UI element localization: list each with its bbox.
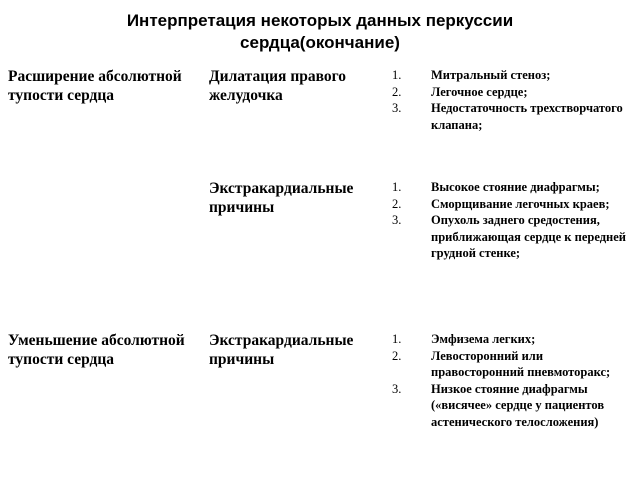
list-item: 3. Опухоль заднего средостения, приближающая сердце к передней грудной стенке; [392, 213, 626, 260]
list-item: 3. Низкое стояние диафрагмы («висячее» сердце у пациентов астенического телосложения) [392, 381, 605, 429]
row-2-cause-1-list [392, 331, 637, 430]
row-1-cause-1: Дилатация правого желудочка [209, 68, 347, 104]
row-2-condition: Уменьшение абсолютной тупости сердца [8, 332, 185, 368]
page-title [0, 10, 640, 54]
list-item: 1. Эмфизема легких; [392, 332, 536, 346]
row-1-cause-2: Экстракардиальные причины [209, 180, 354, 216]
list-item: 2. Сморщивание легочных краев; [392, 196, 610, 211]
list-item: 2. Левосторонний или правосторонний пневмоторакс; [392, 348, 611, 379]
list-item: 3. Недостаточность трехстворчатого клапана; [392, 101, 623, 132]
row-1-cause-1-list [392, 67, 637, 133]
row-1-condition: Расширение абсолютной тупости сердца [8, 68, 182, 104]
title-line-2: сердца(окончание) [240, 33, 400, 52]
row-2-cause-1: Экстракардиальные причины [209, 332, 354, 368]
list-item: 1. Высокое стояние диафрагмы; [392, 180, 600, 194]
row-1-cause-2-list [392, 179, 637, 262]
title-line-1: Интерпретация некоторых данных перкуссии [126, 11, 514, 30]
list-item: 1. Митральный стеноз; [392, 68, 551, 82]
list-item: 2. Легочное сердце; [392, 84, 528, 99]
